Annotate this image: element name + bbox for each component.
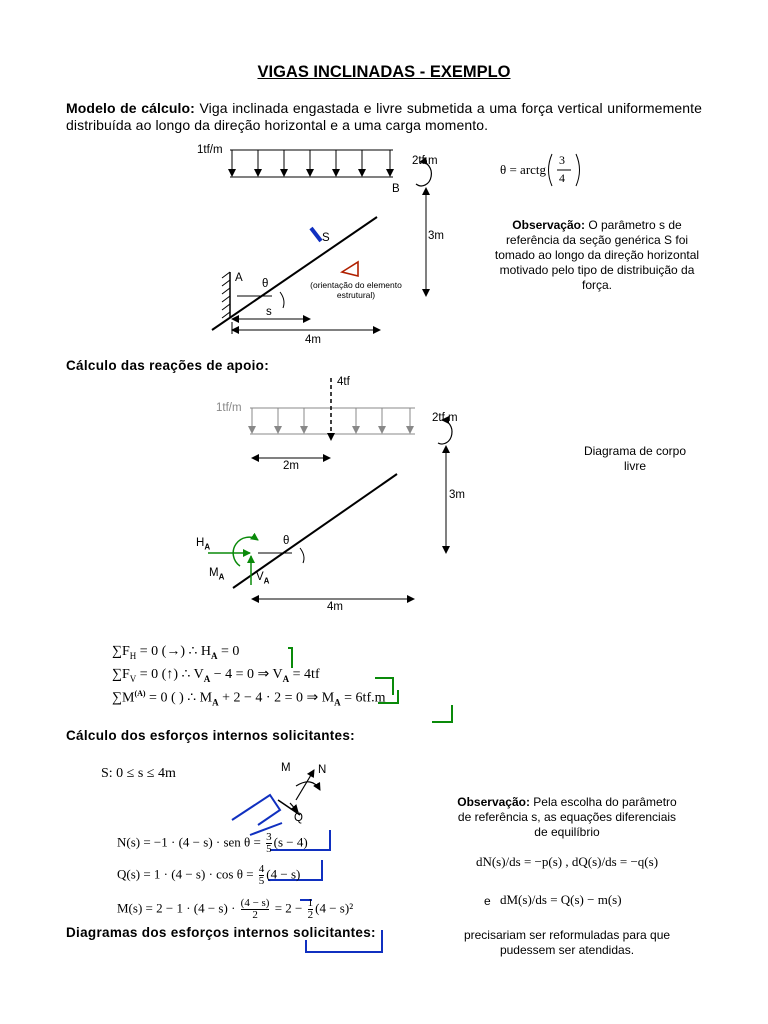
observation-2	[452, 795, 682, 840]
eq3-sup: (A)	[134, 689, 146, 698]
equation-sum-fh	[112, 643, 239, 661]
eq1-rest: = 0 (→) ∴ H	[136, 644, 212, 659]
section-reactions-heading: Cálculo das reações de apoio:	[66, 358, 270, 373]
obs2-tail: precisariam ser reformuladas para que pudessem ser atendidas.	[463, 928, 671, 957]
eq2-sub: V	[129, 673, 137, 684]
theta-definition: θ = arctg	[500, 162, 547, 177]
eq3-rest: = 0 ( ) ∴ M	[145, 690, 213, 706]
q-lhs: Q(s) = 1 · (4 − s) · cos θ =	[117, 866, 257, 882]
fig2-moment-label: 2tf.m	[432, 412, 458, 424]
fig2-load-label: 1tf/m	[216, 402, 242, 414]
eq1-end: = 0	[217, 644, 240, 659]
fig2-half-label: 2m	[283, 460, 299, 472]
fig1-section-label: S	[322, 232, 330, 244]
va-sub: A	[263, 576, 270, 586]
ha-label	[196, 537, 210, 551]
fig1-section-mark	[311, 228, 321, 241]
eq3-sub2: A	[212, 697, 219, 708]
m-end: (4 − s)²	[315, 900, 354, 916]
fig1-width-label: 4m	[305, 334, 321, 346]
m-num: 1	[307, 897, 314, 909]
equation-sum-m	[112, 689, 386, 707]
m-fden: 2	[252, 909, 258, 921]
equation-sum-fv	[112, 666, 320, 684]
obs2-lead: Observação:	[457, 795, 530, 809]
obs2-e: e	[484, 894, 491, 908]
ma-arrow	[233, 537, 258, 566]
obs1-lead: Observação:	[512, 218, 585, 232]
intro-text: Viga inclinada engastada e livre submetida a uma força vertical uniformemente distribuída ao longo da direção horizontal e a uma carga momento.	[66, 100, 702, 133]
eq2-rest: = 0 (↑) ∴ V	[136, 667, 204, 682]
va-letter: V	[256, 571, 264, 583]
intro-lead: Modelo de cálculo:	[66, 100, 195, 116]
fig1-point-a: A	[235, 272, 243, 284]
orientation-triangle-icon	[342, 262, 358, 276]
fig2-theta: θ	[283, 535, 290, 547]
m-mid: = 2 −	[271, 900, 306, 916]
fig1-point-b: B	[392, 183, 400, 195]
fig1-orientation-note: (orientação do elemento estrutural)	[310, 280, 402, 300]
q-num: 4	[258, 863, 265, 875]
fig2-width-label: 4m	[327, 601, 343, 613]
eq3-sub3: A	[334, 697, 341, 708]
n-end: (s − 4)	[273, 834, 308, 850]
eq2-sub3: A	[282, 673, 290, 684]
observation-1	[492, 218, 702, 293]
fig1-load-label: 1tf/m	[197, 144, 223, 156]
fig1-s-label: s	[266, 306, 272, 318]
n-lhs: N(s) = −1 · (4 − s) · sen θ =	[117, 834, 265, 850]
section-diagrams-heading: Diagramas dos esforços internos solicitantes:	[66, 925, 376, 940]
equation-q	[117, 864, 300, 887]
m-fnum: (4 − s)	[240, 897, 270, 909]
fig1-fixed-support	[222, 272, 230, 318]
element-n: N	[318, 764, 327, 776]
eq2-end: = 4tf	[289, 667, 320, 682]
eq2-sigma: ∑F	[112, 667, 130, 682]
obs1-text: O parâmetro s de referência da seção genérica S foi tomado ao longo da direção horizontal motivado pelo tipo de distribuição da força.	[494, 218, 700, 292]
fig1-moment-label: 2tf.m	[412, 155, 438, 167]
eq1-sub2: A	[211, 650, 218, 661]
eq1-sigma: ∑F	[112, 644, 130, 659]
ma-sub: A	[218, 572, 225, 582]
q-end: (4 − s)	[266, 866, 301, 882]
obs2-equation-a: dN(s)/ds = −p(s) , dQ(s)/ds = −q(s)	[475, 854, 659, 869]
element-q: Q	[294, 812, 303, 824]
range-label: S: 0 ≤ s ≤ 4m	[101, 766, 176, 781]
eq1-sub: H	[129, 650, 137, 661]
va-label	[256, 571, 269, 585]
eq2-sub2: A	[203, 673, 211, 684]
section-internal-heading: Cálculo dos esforços internos solicitantes:	[66, 728, 355, 743]
fig1-height-label: 3m	[428, 230, 444, 242]
fig2-height-label: 3m	[449, 489, 465, 501]
eq3-end: = 6tf.m	[340, 690, 386, 706]
eq2-mid: − 4 = 0 ⇒ V	[210, 667, 283, 682]
page-title: VIGAS INCLINADAS - EXEMPLO	[257, 63, 511, 81]
equation-n	[117, 832, 308, 855]
n-den: 5	[266, 843, 272, 855]
eq3-sigma: ∑M	[112, 690, 135, 706]
q-den: 5	[258, 875, 265, 887]
ha-letter: H	[196, 537, 205, 549]
obs2-text: Pela escolha do parâmetro de referência s, as equações diferenciais de equilíbrio	[457, 795, 677, 839]
obs2-equation-b: dM(s)/ds = Q(s) − m(s)	[500, 892, 622, 907]
m-den: 2	[307, 909, 314, 921]
theta-numerator: 3	[559, 153, 565, 167]
eq3-mid: + 2 − 4 · 2 = 0 ⇒ M	[218, 690, 335, 706]
fig2-resultant-label: 4tf	[337, 376, 350, 388]
ma-letter: M	[209, 567, 219, 579]
ma-label	[209, 567, 224, 581]
ha-sub: A	[204, 542, 211, 552]
fig1-distributed-load	[230, 150, 393, 177]
equation-m	[117, 898, 353, 921]
n-num: 3	[266, 831, 272, 843]
theta-denominator: 4	[559, 171, 565, 185]
fbd-label: Diagrama de corpo livre	[583, 444, 687, 473]
equation-annotations	[288, 648, 452, 722]
m-lhs: M(s) = 2 − 1 · (4 − s) ·	[117, 900, 239, 916]
element-m: M	[281, 762, 291, 774]
fig1-theta: θ	[262, 278, 269, 290]
